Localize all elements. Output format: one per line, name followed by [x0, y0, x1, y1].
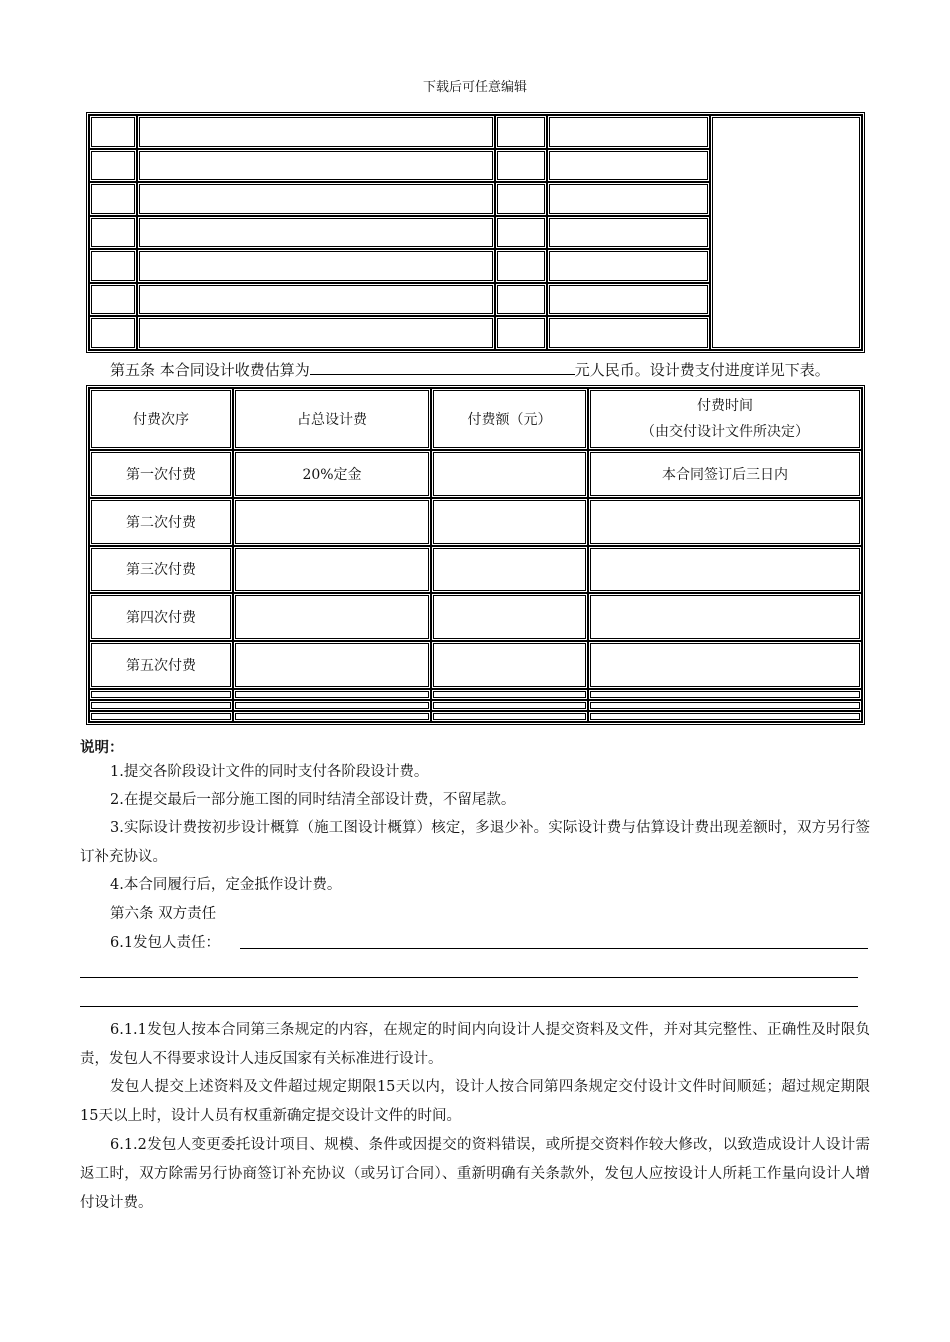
header-seq: 付费次序 — [89, 388, 233, 450]
note-2: 2.在提交最后一部分施工图的同时结清全部设计费，不留尾款。 — [110, 792, 516, 808]
cell-seq — [89, 689, 233, 700]
note-4: 4.本合同履行后，定金抵作设计费。 — [110, 877, 342, 893]
note-3: 3.实际设计费按初步设计概算（施工图设计概算）核定，多退少补。实际设计费与估算设计费出现差额时，双方另行签订补充协议。 — [80, 820, 870, 865]
cell-seq: 第三次付费 — [89, 546, 233, 594]
table-header-row — [89, 388, 862, 450]
notes-title: 说明： — [80, 739, 124, 756]
header-amount: 付费额（元） — [431, 388, 588, 450]
table-row — [89, 641, 862, 689]
cell-amount — [431, 689, 588, 700]
table-row — [89, 450, 862, 498]
cell-seq: 第二次付费 — [89, 498, 233, 546]
cell-amount — [431, 700, 588, 711]
cell-ratio — [233, 689, 431, 700]
clause5-prefix: 第五条 本合同设计收费估算为 — [110, 361, 310, 379]
fill-line[interactable] — [80, 977, 858, 978]
table-row — [89, 593, 862, 641]
note-1: 1.提交各阶段设计文件的同时支付各阶段设计费。 — [110, 764, 429, 780]
cell-ratio — [233, 711, 431, 722]
cell-ratio: 20%定金 — [233, 450, 431, 498]
cell-ratio — [233, 593, 431, 641]
cell-seq: 第四次付费 — [89, 593, 233, 641]
clause5-suffix: 元人民币。设计费支付进度详见下表。 — [574, 361, 830, 379]
cell-amount — [431, 593, 588, 641]
cell-time — [588, 641, 862, 689]
payment-table — [86, 385, 865, 725]
cell-ratio — [233, 498, 431, 546]
cell-time: 本合同签订后三日内 — [588, 450, 862, 498]
cell-time — [588, 593, 862, 641]
clause6-1-1: 6.1.1发包人按本合同第三条规定的内容，在规定的时间内向设计人提交资料及文件，并对其完整性、正确性及时限负责，发包人不得要求设计人违反国家有关标准进行设计。 — [80, 1022, 870, 1067]
cell-ratio — [233, 546, 431, 594]
page-header: 下载后可任意编辑 — [422, 80, 527, 95]
cell-time — [588, 498, 862, 546]
cell-amount — [431, 711, 588, 722]
cell-time — [588, 700, 862, 711]
clause5-line — [110, 359, 830, 380]
cell-amount — [431, 641, 588, 689]
table-row — [89, 689, 862, 700]
cell-amount — [431, 450, 588, 498]
cell-amount — [431, 498, 588, 546]
table-row — [89, 546, 862, 594]
cell-seq: 第五次付费 — [89, 641, 233, 689]
cell-ratio — [233, 641, 431, 689]
merged-cell — [710, 115, 862, 350]
clause6-1-2: 6.1.2发包人变更委托设计项目、规模、条件或因提交的资料错误，或所提交资料作较大修改，以致造成设计人设计需返工时，双方除需另行协商签订补充协议（或另订合同）、重新明确有关条款外，发包人应按设计人所耗工作量向设计人增付设计费。 — [80, 1137, 870, 1211]
table-row — [89, 700, 862, 711]
header-time — [588, 388, 862, 450]
table-row — [89, 498, 862, 546]
clause6-1: 6.1发包人责任： — [110, 935, 221, 951]
clause6-title: 第六条 双方责任 — [110, 906, 217, 922]
header-ratio: 占总设计费 — [233, 388, 431, 450]
table-row — [89, 711, 862, 722]
cell-seq — [89, 700, 233, 711]
fee-estimate-blank[interactable] — [310, 359, 575, 375]
cell-time — [588, 711, 862, 722]
clause6-1-1b: 发包人提交上述资料及文件超过规定期限15天以内，设计人按合同第四条规定交付设计文件时间顺延；超过规定期限15天以上时，设计人员有权重新确定提交设计文件的时间。 — [80, 1079, 870, 1124]
cell-time — [588, 689, 862, 700]
fill-line[interactable] — [240, 948, 868, 949]
cell-seq — [89, 711, 233, 722]
table-row — [89, 115, 862, 149]
cell-seq: 第一次付费 — [89, 450, 233, 498]
cell-time — [588, 546, 862, 594]
header-time-line2: （由交付设计文件所决定） — [641, 424, 809, 440]
fill-line[interactable] — [80, 1006, 858, 1007]
header-time-line1: 付费时间 — [697, 398, 753, 414]
top-blank-table — [86, 112, 865, 353]
cell-ratio — [233, 700, 431, 711]
cell-amount — [431, 546, 588, 594]
